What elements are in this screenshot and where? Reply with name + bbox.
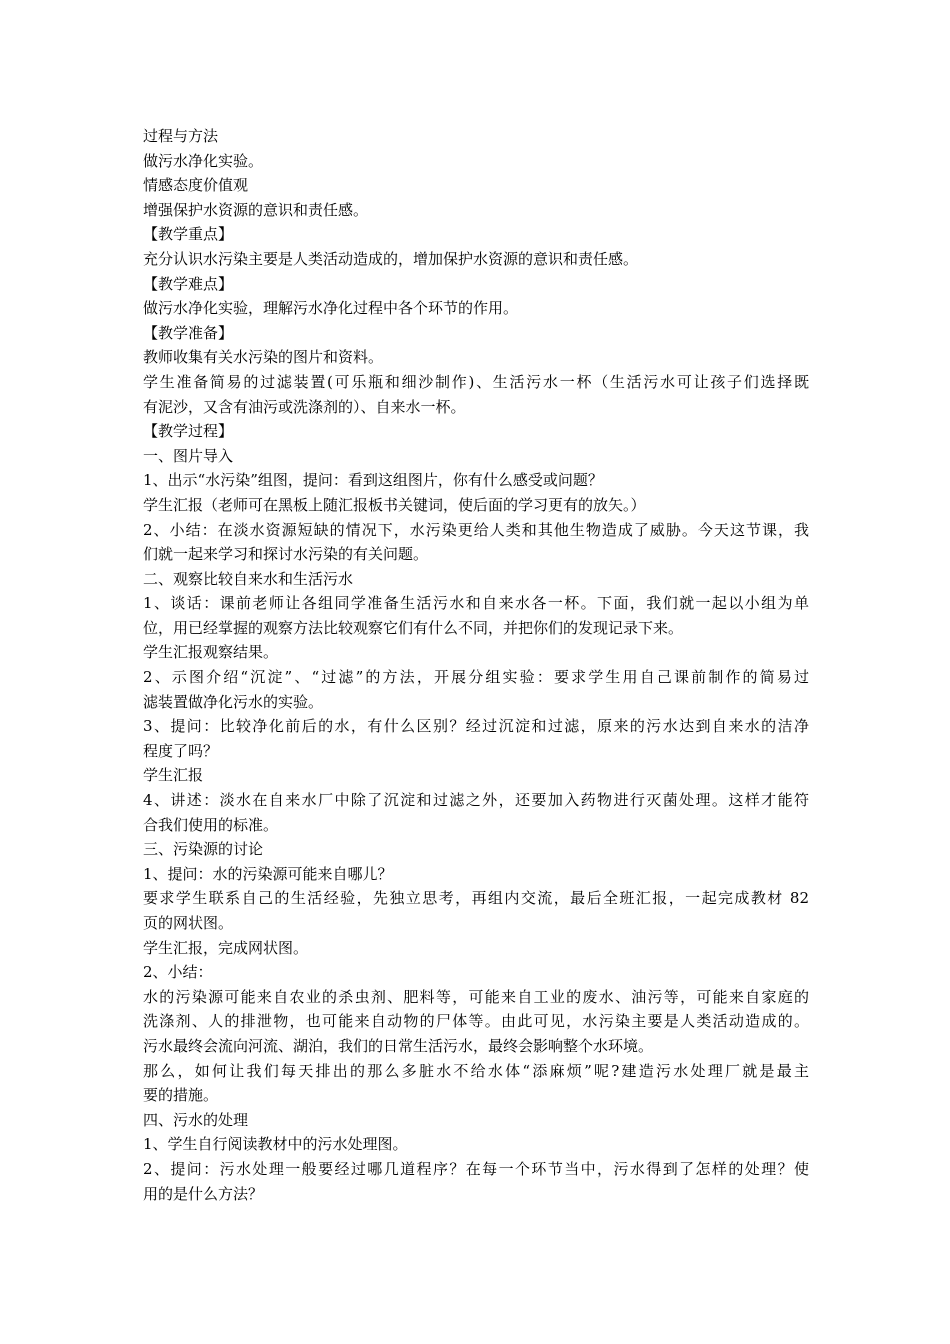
text-line: 要的措施。 <box>143 1086 219 1105</box>
text-line: 增强保护水资源的意识和责任感。 <box>143 200 369 219</box>
text-line: 2、提问：污水处理一般要经过哪几道程序？在每一个环节当中，污水得到了怎样的处理？使 <box>143 1159 809 1178</box>
text-line: 程度了吗？ <box>143 741 219 760</box>
text-line: 1、出示“水污染”组图，提问：看到这组图片，你有什么感受或问题？ <box>143 471 603 490</box>
text-line: 四、污水的处理 <box>143 1110 249 1129</box>
document-page <box>143 124 809 1206</box>
text-line: 做污水净化实验，理解污水净化过程中各个环节的作用。 <box>143 299 519 318</box>
text-line: 4、讲述：淡水在自来水厂中除了沉淀和过滤之外，还要加入药物进行灭菌处理。这样才能符 <box>143 791 809 810</box>
text-line: 污水最终会流向河流、湖泊，我们的日常生活污水，最终会影响整个水环境。 <box>143 1036 654 1055</box>
text-line: 一、图片导入 <box>143 446 234 465</box>
text-line: 洗涤剂、人的排泄物，也可能来自动物的尸体等。由此可见，水污染主要是人类活动造成的。 <box>143 1012 809 1031</box>
text-line: 1、学生自行阅读教材中的污水处理图。 <box>143 1135 408 1154</box>
text-line: 位，用已经掌握的观察方法比较观察它们有什么不同，并把你们的发现记录下来。 <box>143 618 684 637</box>
text-line: 要求学生联系自己的生活经验，先独立思考，再组内交流，最后全班汇报，一起完成教材 82 <box>143 889 809 908</box>
text-line: 学生汇报观察结果。 <box>143 643 279 662</box>
text-line: 过程与方法 <box>143 127 219 145</box>
text-line: 2、小结：在淡水资源短缺的情况下，水污染更给人类和其他生物造成了威胁。今天这节课，我 <box>143 520 809 539</box>
text-line: 学生汇报 <box>143 766 204 785</box>
text-line: 们就一起来学习和探讨水污染的有关问题。 <box>143 545 429 564</box>
text-line: 情感态度价值观 <box>143 176 249 195</box>
text-line: 三、污染源的讨论 <box>143 840 264 859</box>
text-line: 二、观察比较自来水和生活污水 <box>143 569 354 588</box>
text-line: 【教学重点】 <box>143 225 234 244</box>
text-line: 教师收集有关水污染的图片和资料。 <box>143 348 384 367</box>
text-line: 合我们使用的标准。 <box>143 815 279 834</box>
text-line: 2、示图介绍“沉淀”、“过滤”的方法，开展分组实验：要求学生用自己课前制作的简易过 <box>143 668 809 687</box>
text-line: 【教学准备】 <box>143 323 234 342</box>
text-line: 学生汇报，完成网状图。 <box>143 938 309 957</box>
text-line: 用的是什么方法？ <box>143 1184 264 1203</box>
text-line: 有泥沙，又含有油污或洗涤剂的）、自来水一杯。 <box>143 397 466 416</box>
text-line: 3、提问：比较净化前后的水，有什么区别？经过沉淀和过滤，原来的污水达到自来水的洁净 <box>143 717 809 736</box>
text-line: 学生准备简易的过滤装置(可乐瓶和细沙制作)、生活污水一杯（生活污水可让孩子们选择既 <box>143 372 809 391</box>
text-line: 页的网状图。 <box>143 914 234 932</box>
text-line: 滤装置做净化污水的实验。 <box>143 692 324 711</box>
text-line: 【教学过程】 <box>143 422 234 441</box>
text-line: 2、小结： <box>143 963 213 982</box>
text-line: 【教学难点】 <box>143 274 234 293</box>
text-line: 学生汇报（老师可在黑板上随汇报板书关键词，使后面的学习更有的放矢。） <box>143 495 646 514</box>
text-line: 1、提问：水的污染源可能来自哪儿？ <box>143 864 393 883</box>
text-line: 1、谈话：课前老师让各组同学准备生活污水和自来水各一杯。下面，我们就一起以小组为单 <box>143 594 809 613</box>
text-line: 那么，如何让我们每天排出的那么多脏水不给水体“添麻烦”呢?建造污水处理厂就是最主 <box>143 1061 809 1080</box>
text-line: 充分认识水污染主要是人类活动造成的，增加保护水资源的意识和责任感。 <box>143 249 639 268</box>
text-line: 水的污染源可能来自农业的杀虫剂、肥料等，可能来自工业的废水、油污等，可能来自家庭的 <box>143 987 809 1006</box>
text-line: 做污水净化实验。 <box>143 151 264 170</box>
